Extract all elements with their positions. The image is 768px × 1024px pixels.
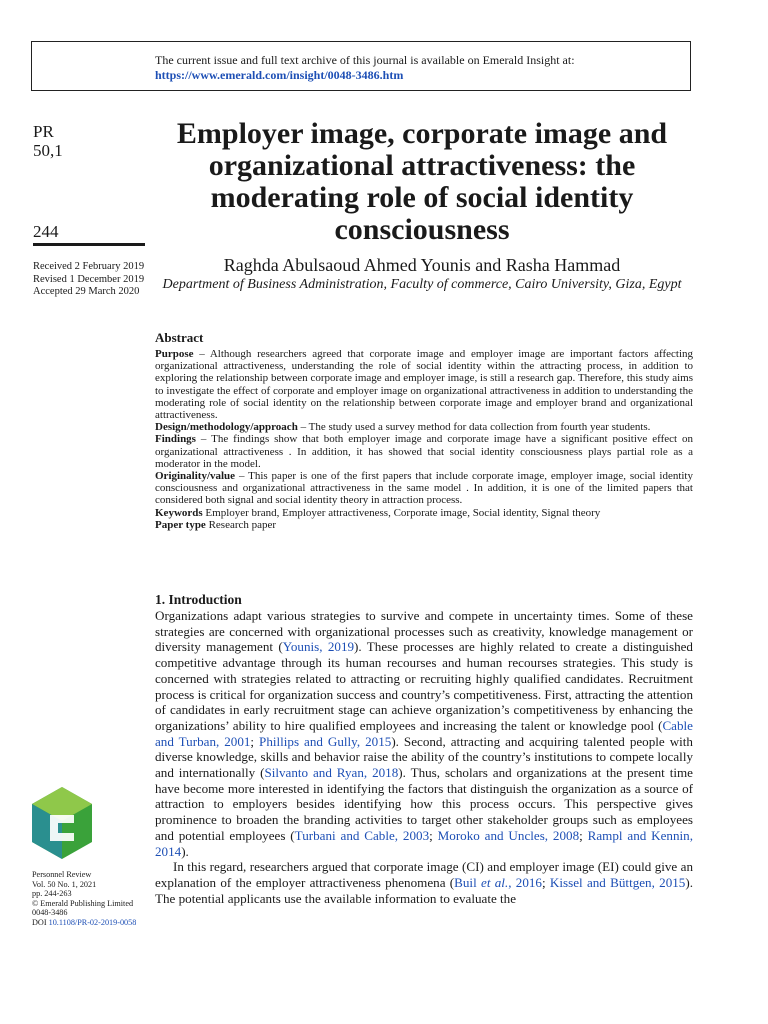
journal-url-link[interactable]: https://www.emerald.com/insight/0048-3486.htm — [155, 68, 404, 82]
citation-link[interactable]: Moroko and Uncles, 2008 — [437, 827, 580, 843]
citation-etal: et al. — [481, 874, 509, 890]
purpose-label: Purpose — [155, 348, 194, 360]
citation-year: , 2016 — [508, 874, 542, 890]
findings-label: Findings — [155, 433, 196, 446]
originality-label: Originality/value — [155, 470, 236, 483]
intro-text: ). The potential applicants use the available information to evaluate the — [155, 874, 693, 906]
citation-link[interactable]: Turbani and Cable, 2003 — [294, 827, 430, 843]
purpose-text: – Although researchers agreed that corporate image and employer image are important factors affecting organizational attractiveness, understanding the role of social identity within the attracting process, in addition to exploring the relationship between corporate image and employer image, is still a research gap. Therefore, this study aims to investigate the effect of corporate and employer image on organizational attractiveness in addition to understanding the moderating role of social identity on the relationship between corporate image and employer brand and organizational attractiveness. — [155, 348, 693, 422]
citation-separator: ; — [541, 874, 550, 890]
design-text: – The study used a survey method for data collection from fourth year students. — [297, 421, 651, 434]
paper-type-text: Research paper — [205, 518, 277, 531]
emerald-logo-graphic — [30, 785, 94, 861]
received-date: Received 2 February 2019 — [33, 261, 145, 272]
journal-code — [33, 122, 63, 160]
intro-text: ). Second, attracting and acquiring talented people with diverse knowledge, skills and behavior raise the ability of the country’s institutions to compete locally and internationally ( — [155, 733, 693, 781]
abstract-purpose — [155, 348, 693, 421]
author-affiliation: Department of Business Administration, Faculty of commerce, Cairo University, Giza, Egypt — [162, 277, 682, 292]
journal-volume: 50,1 — [33, 141, 63, 160]
citation-author: Buil — [454, 874, 482, 890]
citation-link[interactable]: Cable and Turban, 2001 — [155, 717, 693, 749]
article-title: Employer image, corporate image and organizational attractiveness: the moderating role of social identity consciousness — [176, 117, 668, 246]
revised-date: Revised 1 December 2019 — [33, 273, 145, 285]
intro-text: ). — [181, 843, 189, 859]
pub-pages: pp. 244-263 — [32, 889, 72, 898]
pub-volume: Vol. 50 No. 1, 2021 — [32, 879, 97, 889]
publication-info — [32, 870, 136, 927]
citation-separator: ; — [579, 827, 588, 843]
citation-link[interactable]: Rampl and Kennin, 2014 — [155, 827, 693, 859]
paper-type-label: Paper type — [155, 518, 206, 531]
pub-issn: 0048-3486 — [32, 908, 68, 917]
citation-link[interactable]: Kissel and Büttgen, 2015 — [549, 874, 686, 890]
abstract-originality — [155, 470, 693, 507]
citation-link[interactable] — [454, 875, 542, 890]
introduction-section — [155, 592, 693, 906]
design-label: Design/methodology/approach — [155, 421, 298, 434]
intro-paragraph-1 — [155, 608, 693, 859]
citation-link[interactable]: Phillips and Gully, 2015 — [259, 733, 392, 749]
citation-link[interactable]: Younis, 2019 — [282, 639, 355, 655]
doi-link[interactable]: 10.1108/PR-02-2019-0058 — [48, 917, 137, 927]
pub-copyright: © Emerald Publishing Limited — [32, 898, 134, 908]
intro-text: ). These processes are highly related to create a distinguished competitive advantage through its human recourses and human recourses strategies. This study is concerned with strategies related to attracting or recruiting highly qualified candidates. Recruitment process is critical for organization success and country’s competitiveness. First, attracting the attention of candidates in early recruitment stage can achieve organization’s competitiveness by enhancing the organizations’ ability to hire qualified employees and increasing the talent or knowledge pool ( — [155, 639, 693, 733]
journal-banner — [31, 41, 691, 91]
emerald-logo-icon — [30, 785, 94, 861]
journal-abbrev: PR — [33, 122, 54, 141]
intro-text: In this regard, researchers argued that corporate image (CI) and employer image (EI) could give an explanation of the employer attractiveness phenomena ( — [155, 859, 693, 890]
pub-doi — [32, 918, 136, 928]
findings-text: – The findings show that both employer image and corporate image have a significant positive effect on organizational attractiveness . In addition, it has showed that social identity consciousness plays partial role as a moderator in the model. — [155, 433, 693, 470]
keywords-label: Keywords — [155, 506, 203, 519]
article-authors: Raghda Abulsaoud Ahmed Younis and Rasha Hammad — [223, 255, 621, 275]
citation-separator: ; — [250, 733, 260, 749]
abstract-findings — [155, 433, 693, 470]
abstract-section — [155, 330, 693, 531]
abstract-keywords — [155, 507, 693, 519]
abstract-heading: Abstract — [155, 330, 204, 345]
article-dates — [33, 261, 144, 299]
citation-link[interactable]: Silvanto and Ryan, 2018 — [264, 765, 399, 781]
introduction-heading: 1. Introduction — [155, 592, 242, 607]
intro-text: Organizations adapt various strategies to survive and compete in uncertainty times. Some of these strategies are concerned with organizational processes such as creativity, knowledge management or diversity management ( — [155, 608, 693, 655]
accepted-date: Accepted 29 March 2020 — [33, 286, 140, 297]
citation-separator: ; — [429, 827, 438, 843]
intro-text: ). Thus, scholars and organizations at the present time have become more interested in identifying the factors that distinguish the organization as a source of attraction to employers besides identifying how this process occurs. This perspective gives prominence to broaden the branding activities to target other stakeholder groups such as employees and potential employees ( — [155, 765, 693, 843]
page-rule — [33, 243, 145, 246]
pub-journal: Personnel Review — [32, 870, 92, 879]
banner-text — [155, 53, 575, 83]
intro-paragraph-2 — [155, 859, 693, 906]
doi-label: DOI — [32, 917, 49, 927]
abstract-paper-type — [155, 519, 693, 531]
originality-text: – This paper is one of the first papers that include corporate image, employer image, social identity consciousness and organizational attractiveness in the same model . In addition, it is one of the limited papers that considered both signal and social identity theory in attraction process. — [155, 470, 693, 507]
abstract-design — [155, 421, 693, 433]
page-number: 244 — [33, 222, 59, 241]
keywords-text: Employer brand, Employer attractiveness, Corporate image, Social identity, Signal theory — [202, 506, 601, 519]
banner-notice: The current issue and full text archive of this journal is available on Emerald Insight at: — [155, 53, 575, 67]
